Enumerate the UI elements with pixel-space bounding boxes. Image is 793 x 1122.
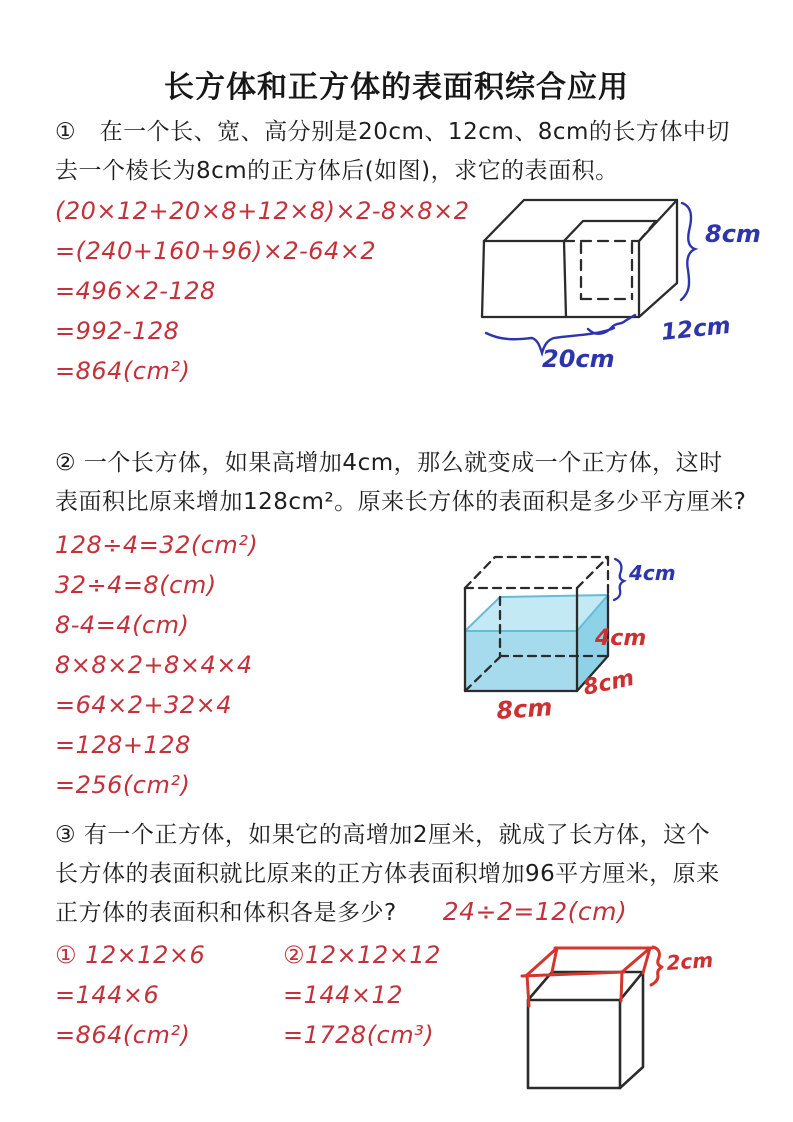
cube-top-back-dashed-edges (465, 557, 608, 588)
problem3-question-text: 正方体的表面积和体积各是多少? (55, 900, 397, 926)
problem3-text-line1: ③ 有一个正方体，如果它的高增加2厘米，就成了长方体，这个 (55, 822, 711, 848)
cube-front-face (528, 1000, 620, 1088)
problem1-solution-line2: =(240+160+96)×2-64×2 (55, 237, 377, 265)
cube-top-right-dashed-slant (577, 557, 608, 588)
problem1-text-line2: 去一个棱长为8cm的正方体后(如图)，求它的表面积。 (55, 158, 619, 184)
problem1-solution-line1: (20×12+20×8+12×8)×2-8×8×2 (55, 197, 470, 225)
problem2-solution-line6: =128+128 (55, 731, 191, 759)
problem2-solution-line3: 8-4=4(cm) (55, 611, 190, 639)
problem3-col1-line3: =864(cm²) (55, 1021, 191, 1049)
height-brace-mark (681, 203, 695, 300)
problem1-solution-line4: =992-128 (55, 317, 180, 345)
cuboid-with-cube-cut-diagram (462, 186, 792, 376)
added-layer-front-left-vertical (527, 975, 529, 1006)
problem1-solution-line3: =496×2-128 (55, 277, 216, 305)
problem2-text-line2: 表面积比原来增加128cm²。原来长方体的表面积是多少平方厘米? (55, 489, 747, 515)
problem2-solution-line2: 32÷4=8(cm) (55, 571, 217, 599)
problem2-solution-line7: =256(cm²) (55, 771, 191, 799)
problem3-col1-line2: =144×6 (55, 981, 160, 1009)
problem3-col1-line1: ① 12×12×6 (55, 941, 206, 969)
problem2-solution-line4: 8×8×2+8×4×4 (55, 651, 253, 679)
problem3-col2-line2: =144×12 (283, 981, 404, 1009)
cube-with-water-fill-diagram (435, 525, 735, 735)
water-length-label: 8cm (495, 693, 554, 725)
problem3-col2-line1: ②12×12×12 (283, 941, 441, 969)
cube-with-added-layer-diagram (495, 920, 793, 1100)
width-label: 12cm (659, 312, 732, 346)
added-height-brace-mark (614, 559, 624, 600)
notch-front-vertical-edge (564, 241, 566, 317)
height-label: 8cm (705, 220, 761, 248)
length-label: 20cm (542, 345, 615, 373)
cuboid-front-left-bottom-edges (482, 241, 639, 317)
added-layer-front-edge (522, 972, 624, 976)
added-height-brace-mark (651, 947, 662, 985)
problem2-solution-line1: 128÷4=32(cm²) (55, 531, 259, 559)
water-width-label: 8cm (581, 665, 637, 701)
added-height-label: 2cm (665, 947, 714, 975)
problem1-solution-line5: =864(cm²) (55, 357, 191, 385)
water-front-face (465, 631, 577, 691)
cube-right-face-edges (620, 972, 643, 1088)
water-height-label: 4cm (595, 626, 647, 651)
page-title: 长方体和正方体的表面积综合应用 (164, 70, 629, 105)
problem3-inline-solution: 24÷2=12(cm) (442, 897, 628, 926)
problem3-col2-line3: =1728(cm³) (283, 1021, 435, 1049)
problem3-text-line2: 长方体的表面积就比原来的正方体表面积增加96平方厘米，原来 (55, 861, 720, 887)
problem1-text-line1: ① 在一个长、宽、高分别是20cm、12cm、8cm的长方体中切 (55, 119, 730, 145)
problem2-solution-line5: =64×2+32×4 (55, 691, 233, 719)
added-height-label: 4cm (629, 561, 676, 585)
problem2-text-line1: ② 一个长方体，如果高增加4cm，那么就变成一个正方体，这时 (55, 450, 723, 476)
added-layer-front-right-vertical (621, 972, 622, 1001)
